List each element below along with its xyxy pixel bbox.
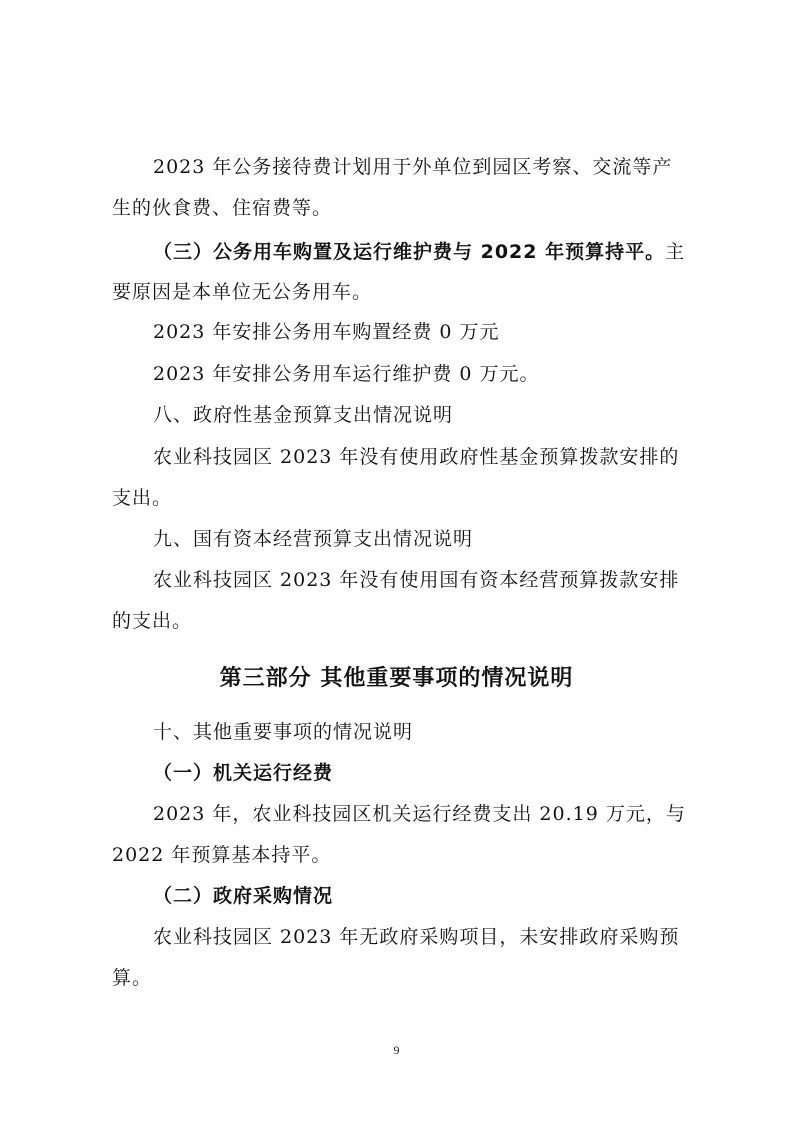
paragraph-line: 2023 年安排公务用车运行维护费 0 万元。 [153,363,540,385]
heading-section-9: 九、国有资本经营预算支出情况说明 [153,528,474,550]
paragraph-line: 要原因是本单位无公务用车。 [112,281,373,303]
paragraph-line: 农业科技园区 2023 年无政府采购项目，未安排政府采购预 [153,926,680,948]
heading-section-8: 八、政府性基金预算支出情况说明 [153,404,454,426]
paragraph-line: 2023 年，农业科技园区机关运行经费支出 20.19 万元，与 [153,803,686,825]
paragraph-line: 2023 年公务接待费计划用于外单位到园区考察、交流等产 [153,156,673,178]
paragraph-line: 算。 [112,967,153,989]
section-heading-vehicle: （三）公务用车购置及运行维护费与 2022 年预算持平。 [153,241,666,263]
paragraph-line: 农业科技园区 2023 年没有使用国有资本经营预算拨款安排 [153,569,680,591]
part-title: 第三部分 其他重要事项的情况说明 [219,666,574,691]
page-number: 9 [393,1043,400,1057]
heading-section-10: 十、其他重要事项的情况说明 [153,721,414,743]
paragraph-line: 生的伙食费、住宿费等。 [112,197,333,219]
subsection-heading-operating-funds: （一）机关运行经费 [153,762,334,784]
paragraph-line: 农业科技园区 2023 年没有使用政府性基金预算拨款安排的 [153,446,680,468]
paragraph-line: 2022 年预算基本持平。 [112,844,332,866]
subsection-heading-procurement: （二）政府采购情况 [153,885,334,907]
paragraph-line: 的支出。 [112,610,193,632]
paragraph-line [153,240,685,264]
paragraph-text: 主 [665,241,686,263]
paragraph-line: 2023 年安排公务用车购置经费 0 万元 [153,321,500,343]
paragraph-line: 支出。 [112,487,173,509]
